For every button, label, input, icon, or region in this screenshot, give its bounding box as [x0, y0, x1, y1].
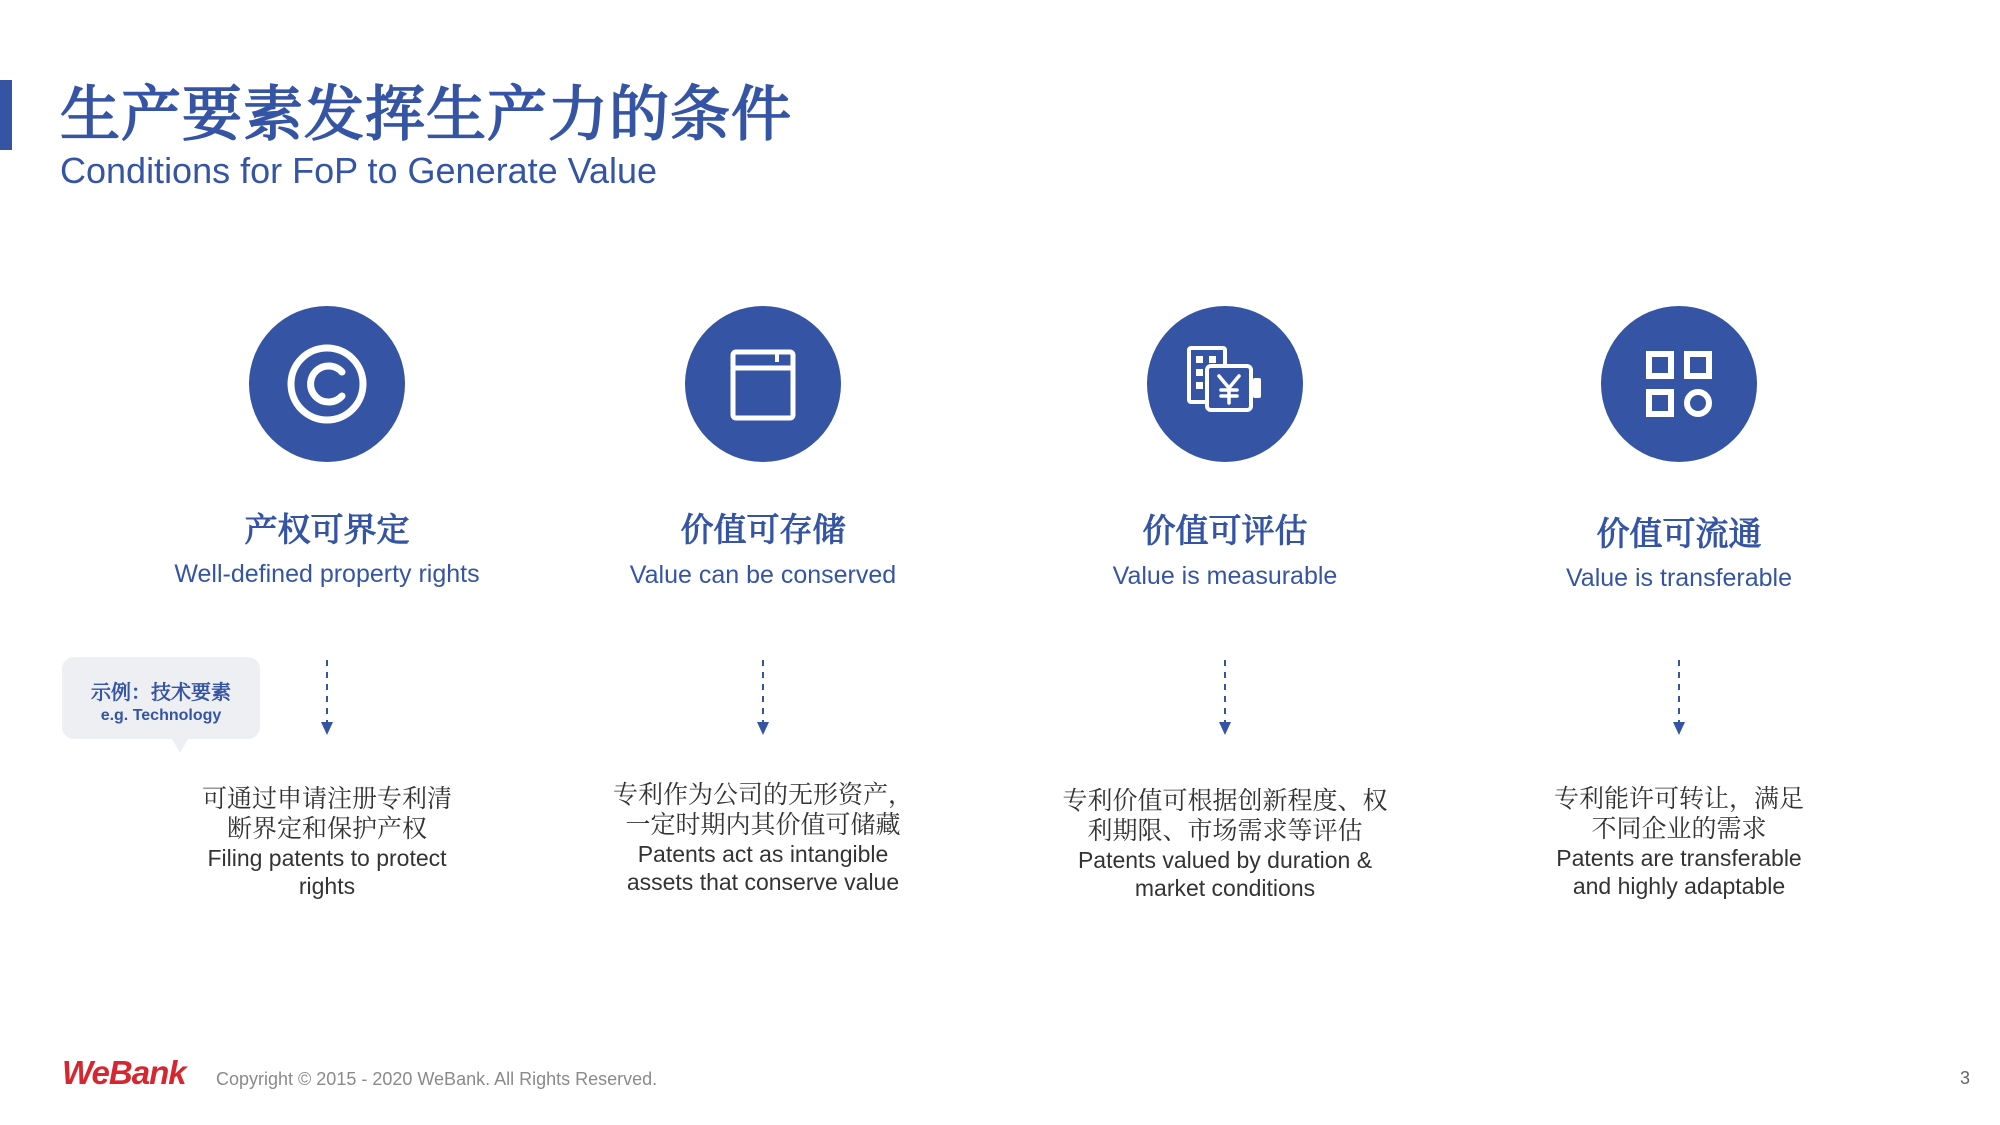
condition-description	[117, 784, 537, 900]
condition-description	[1469, 784, 1889, 900]
building-yuan-icon	[1147, 306, 1303, 462]
condition-title-cn: 产权可界定	[244, 510, 410, 549]
condition-title-en: Value is measurable	[1112, 562, 1338, 590]
down-arrow-icon	[1217, 658, 1233, 738]
condition-description	[553, 780, 973, 896]
down-arrow-icon	[755, 658, 771, 738]
copyright-text: Copyright © 2015 - 2020 WeBank. All Rights Reserved.	[216, 1069, 658, 1089]
condition-title-cn: 价值可评估	[1142, 511, 1308, 550]
description-en: Patents valued by duration & market conditions	[1077, 847, 1373, 901]
condition-title-en: Value is transferable	[1565, 564, 1793, 592]
condition-description	[1015, 786, 1435, 902]
storage-box-icon	[685, 306, 841, 462]
grid-apps-icon	[1601, 306, 1757, 462]
description-cn: 专利价值可根据创新程度、权利期限、市场需求等评估	[1062, 786, 1388, 845]
condition-title-en: Value can be conserved	[629, 561, 897, 589]
down-arrow-icon	[319, 658, 335, 738]
slide-title-cn: 生产要素发挥生产力的条件	[60, 80, 792, 150]
description-cn: 可通过申请注册专利清断界定和保护产权	[201, 784, 452, 843]
copyright-icon	[249, 306, 405, 462]
description-en: Filing patents to protect rights	[207, 845, 447, 899]
condition-title-cn: 价值可流通	[1596, 514, 1762, 553]
condition-title-en: Well-defined property rights	[174, 560, 480, 588]
callout-text-cn: 示例：技术要素	[91, 680, 231, 704]
down-arrow-icon	[1671, 658, 1687, 738]
webank-logo: WeBank	[62, 1054, 186, 1091]
description-en: Patents act as intangible assets that conserve value	[626, 841, 900, 895]
callout-text-en: e.g. Technology	[100, 707, 222, 724]
description-en: Patents are transferable and highly adaptable	[1556, 845, 1802, 899]
condition-title-cn: 价值可存储	[680, 510, 846, 549]
slide-title-en: Conditions for FoP to Generate Value	[60, 150, 658, 191]
example-callout	[62, 657, 260, 739]
title-accent-bar	[0, 80, 12, 150]
page-number: 3	[1959, 1068, 1970, 1088]
description-cn: 专利能许可转让，满足不同企业的需求	[1553, 784, 1804, 843]
description-cn: 专利作为公司的无形资产，一定时期内其价值可储藏	[613, 780, 914, 839]
